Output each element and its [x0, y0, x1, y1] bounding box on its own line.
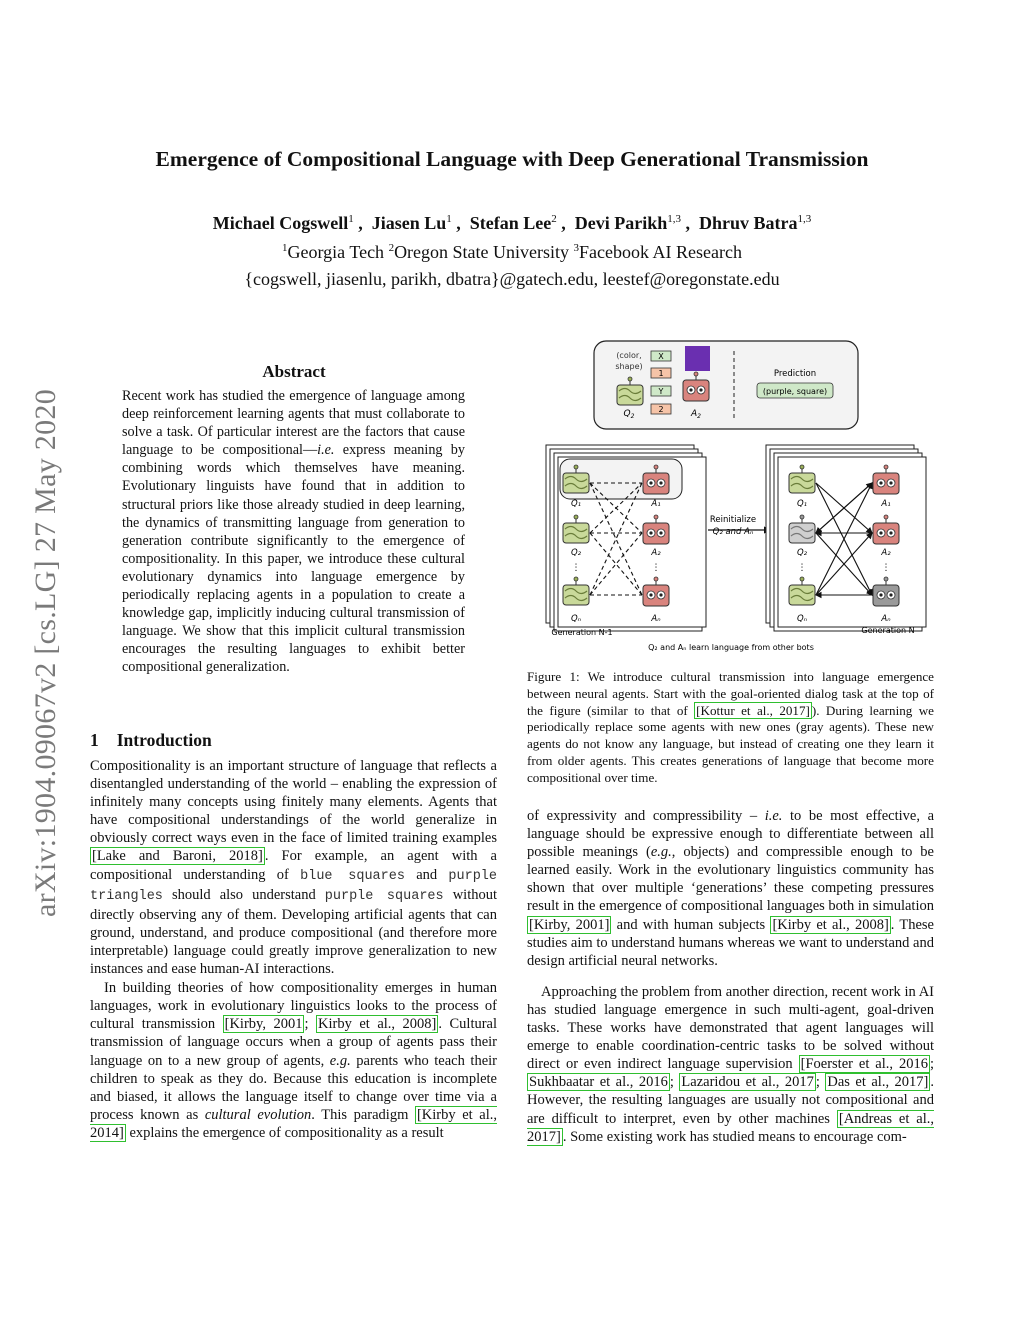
abstract-text: Recent work has studied the emergence of language among deep reinforcement learning agents that must collaborate to solve a task. Of particular interest are the factors that cause language to be compositional—i.e. express meaning by combining words which themselves have meaning. Evolutionary linguists have found that in addition to structural priors like those already studied in deep learning, the dynamics of transmitting language from generation to generation contribute significantly to the emergence of compositionality. In this paper, we introduce these cultural evolutionary dynamics into language emergence by periodically replacing agents in a population to create a knowledge gap, implicitly inducing cultural transmission of language. We show that this implicit cultural transmission encourages the resulting languages to exhibit better compositional generalization.: [122, 388, 465, 676]
section-heading: 1 Introduction: [90, 730, 212, 750]
prediction-label: Prediction: [773, 369, 817, 379]
affiliations: $^1$Georgia Tech $^2$Oregon State University $^3$Facebook AI Research: [282, 242, 742, 262]
svg-text:Q₂: Q₂: [570, 548, 582, 558]
abstract-heading: Abstract: [262, 362, 326, 381]
svg-text:Q₁: Q₁: [570, 499, 582, 509]
svg-text:Q₂: Q₂: [796, 548, 808, 558]
svg-text:Q₁: Q₁: [796, 499, 808, 509]
svg-text:X: X: [658, 352, 664, 361]
svg-text:A₁: A₁: [881, 499, 891, 509]
citation-link[interactable]: [Kirby et al., 2014]: [90, 1106, 497, 1141]
citation-link[interactable]: [Kirby, 2001]: [529, 916, 610, 933]
author: Devi Parikh: [574, 213, 668, 233]
svg-text:⋮: ⋮: [881, 563, 891, 573]
paragraph: of expressivity and compressibility – i.e. to be most effective, a language should be expressive enough to differentiate between all possible meanings (e.g., objects) and compressible enough to be learned easily. Work in the evolutionary linguistics community has shown that over multiple ‘generations’ these competing pressures result in the emergence of compositional languages both in simulation [Kirby, 2001] and with human subjects [Kirby et al., 2008] . These studies aim to understand humans whereas we want to understand and design artificial neural networks.: [527, 808, 935, 969]
author: Jiasen Lu: [371, 213, 447, 233]
paragraph: In building theories of how compositionality emerges in human languages, work in evolutionary linguistics looks to the process of cultural transmission [Kirby, 2001 ; Kirby et al., 2008] . Cultural transmission of language occurs when a group of agents pass their language on to a new group of agents, e.g. parents who teach their children to speak as they do. Because this education is incomplete and biased, it allows the language itself to change over time via a process known as cultural evolution. This paradigm [Kirby et al., 2014] explains the emergence of compositionality as a result: [90, 980, 498, 1141]
citation-link[interactable]: [Foerster et al., 2016: [800, 1056, 928, 1073]
citation-link[interactable]: [Lake and Baroni, 2018]: [92, 848, 263, 865]
figure-caption: Figure 1: We introduce cultural transmission into language emergence between neural agents. Start with the goal-oriented dialog task at the top of the figure (similar to that of [Kottur et al., 2017] ). During learning we periodically replace some agents with new ones (gray agents). These new agents do not know any language, but instead of creating one they learn it from older agents. This creates generations of language that become more compositional over time.: [527, 669, 934, 785]
author: Stefan Lee: [469, 213, 552, 233]
arxiv-stamp: arXiv:1904.09067v2 [cs.LG] 27 May 2020: [29, 388, 62, 917]
figure-1: [528, 333, 934, 658]
intro-body: [90, 757, 497, 1142]
paper-title: Emergence of Compositional Language with Deep Generational Transmission: [155, 147, 869, 171]
purple-square-target: [685, 346, 710, 371]
citation-link[interactable]: [Kottur et al., 2017]: [696, 702, 810, 718]
author: Michael Cogswell: [212, 213, 349, 233]
svg-text:Q₂ and Aₙ: Q₂ and Aₙ: [712, 527, 754, 537]
svg-text:A₁: A₁: [651, 499, 661, 509]
citation-link[interactable]: Kirby et al., 2008]: [318, 1016, 437, 1033]
color-shape-label: (color,: [616, 351, 642, 360]
svg-text:1: 1: [658, 369, 664, 378]
a2-label: $A_2$: [691, 409, 701, 420]
q2-label: $Q_2$: [623, 409, 635, 420]
svg-text:⋮: ⋮: [797, 563, 807, 573]
citation-link[interactable]: Lazaridou et al., 2017: [681, 1074, 814, 1091]
figure-diagram: [528, 333, 934, 658]
svg-text:Qₙ: Qₙ: [796, 614, 808, 624]
svg-text:Aₙ: Aₙ: [651, 614, 661, 624]
citation-link[interactable]: [Kirby, 2001: [224, 1016, 303, 1033]
svg-text:Y: Y: [658, 387, 664, 396]
paragraph: Approaching the problem from another direction, recent work in AI has studied language emergence in such multi-agent, goal-driven tasks. These works have demonstrated that agent languages will emerge to enable coordination-centric tasks to be solved without direct or even indirect language supervision [Foerster et al., 2016 ; Sukhbaatar et al., 2016 ; Lazaridou et al., 2017 ; Das et al., 2017] . However, the resulting languages are usually not compositional and are difficult to interpret, even by other machines [Andreas et al., 2017] . Some existing work has studied means to encourage com-: [527, 983, 935, 1145]
svg-text:shape): shape): [615, 362, 643, 371]
svg-text:(purple, square): (purple, square): [762, 387, 828, 396]
citation-link[interactable]: [Kirby et al., 2008]: [772, 916, 889, 933]
svg-text:⋮: ⋮: [651, 563, 661, 573]
svg-text:2: 2: [658, 405, 664, 414]
author-list: Michael Cogswell$^1$ , Jiasen Lu$^1$ , Stefan Lee$^2$ , Devi Parikh$^{1,3}$ , Dhruv Batra$^{1,3}$: [212, 213, 812, 233]
paragraph: Compositionality is an important structure of language that reflects a disentangled understanding of the world – enabling the expression of infinitely many concepts using finitely many elements. Agents that have compositional understandings of the world generalize in obviously correct ways even in the face of limited training examples [Lake and Baroni, 2018] . For example, an agent with a compositional understanding of blue squares and purple triangles should also understand purple squares without directly observing any of them. Developing artificial agents that can ground, understand, and produce compositional (and therefore more interpretable) language could greatly improve generalization to new instances and ease human-AI interactions.: [90, 758, 498, 978]
figure-bottom-note: Q₂ and Aₙ learn language from other bots: [648, 643, 814, 652]
citation-link[interactable]: Das et al., 2017]: [827, 1074, 929, 1091]
svg-text:A₂: A₂: [881, 548, 891, 558]
reinitialize-label: Reinitialize: [709, 515, 757, 525]
svg-text:Aₙ: Aₙ: [881, 614, 891, 624]
right-column-body: [527, 807, 934, 1146]
citation-link[interactable]: Sukhbaatar et al., 2016: [529, 1074, 668, 1091]
generation-right-label: Generation N: [861, 626, 915, 635]
svg-text:Qₙ: Qₙ: [570, 614, 582, 624]
citation-link[interactable]: [Andreas et al., 2017]: [527, 1110, 934, 1145]
svg-text:A₂: A₂: [651, 548, 661, 558]
author-emails: {cogswell, jiasenlu, parikh, dbatra}@gatech.edu, leestef@oregonstate.edu: [244, 269, 780, 289]
generation-left-label: Generation N-1: [551, 628, 613, 637]
svg-text:⋮: ⋮: [571, 563, 581, 573]
author: Dhruv Batra: [699, 213, 798, 233]
